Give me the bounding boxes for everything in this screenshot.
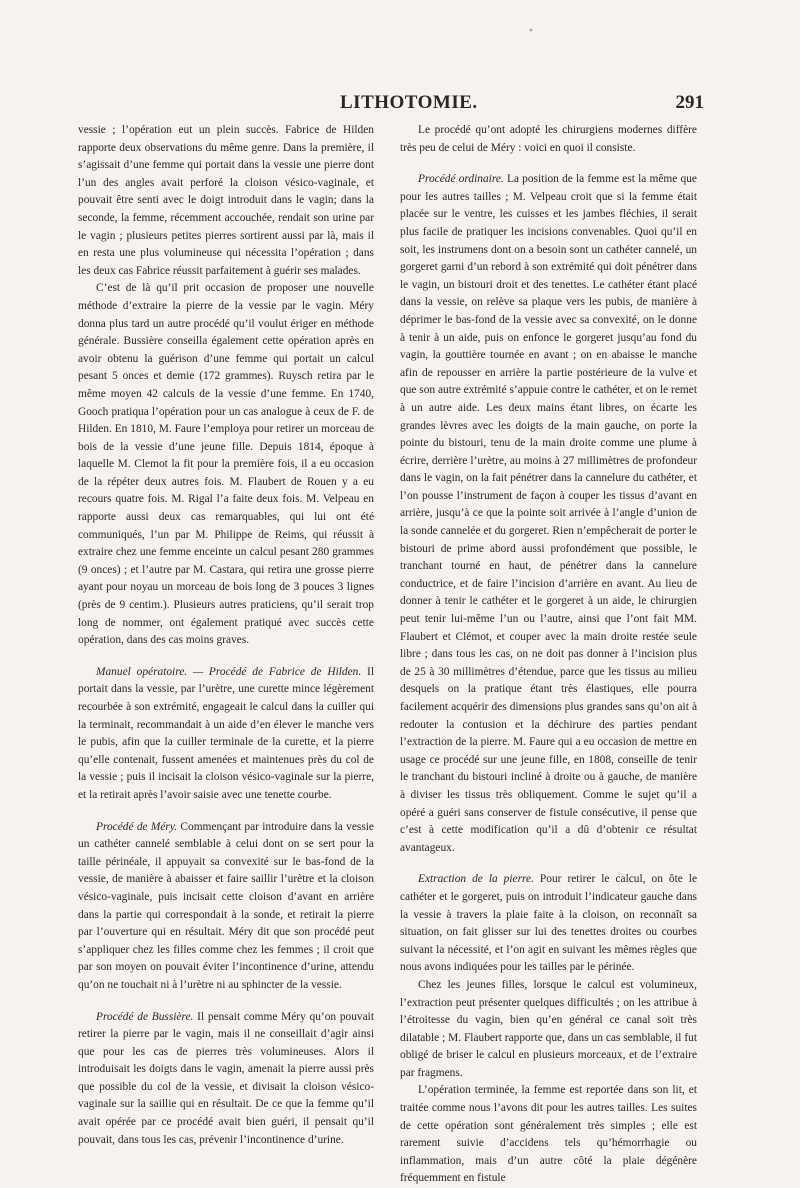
section-heading: Extraction de la pierre. [418, 873, 534, 886]
section-heading: Manuel opératoire. — Procédé de Fabrice de Hilden. [96, 665, 362, 678]
paragraph-text: vessie ; l’opération eut un plein succès. Fabrice de Hilden rapporte deux observations du même genre. Dans la première, il s’agissait d’une femme qui portait dans la vessie une pierre dont l’un des angles avait perforé la cloison vésico-vaginale, et pouvait être senti avec le doigt introduit dans le vagin; dans la seconde, la femme, récemment accouchée, rendait son urine par le vagin ; plusieurs petites pierres sortirent aussi par là, mais il en resta une plus volumineuse qui nécessita l’opération ; dans les deux cas Fabrice réussit parfaitement à guérir ses malades. [78, 124, 374, 277]
paragraph [400, 977, 697, 1083]
paragraph-text: Il pensait comme Méry qu’on pouvait retirer la pierre par le vagin, mais il ne conseillait d’agir ainsi que pour les cas de pierres très volumineuses. Alors il introduisait les doigts dans le vagin, amenait la pierre aussi près que possible du col de la vessie, et divisait la cloison vésico-vaginale sur la saillie qui en résultait. De ce que la femme qu’il avait opérée par ce procédé avait bien guéri, il pensait qu’il pouvait, dans tous les cas, prévenir l’incontinence d’urine. [78, 1010, 374, 1146]
paragraph-text: La position de la femme est la même que pour les autres tailles ; M. Velpeau croit que si la femme était placée sur le ventre, les cuisses et les jambes fléchies, il serait plus facile de pratiquer les incisions convenables. Quoi qu’il en soit, les instrumens dont on a besoin sont un cathéter cannelé, un gorgeret garni d’un rebord à son extrémité qui doit pénétrer dans le vagin, un bistouri droit et des tenettes. Le cathéter étant placé dans la vessie, on relève sa plaque vers les pubis, de manière à déprimer le bas-fond de la vessie avec sa convexité, on le donne à tenir à un aide, puis on enfonce le gorgeret jusqu’au fond du vagin, la gouttière tournée en avant ; on en abaisse le manche afin de repousser en arrière la partie postérieure de la vulve et que son autre extrémité s’appuie contre le cathéter, et on le remet à un autre aide. Les deux mains étant libres, on écarte les grandes lèvres avec les doigts de la main gauche, on porte la pointe du bistouri, tenu de la main droite comme une plume à écrire, derrière l’urètre, au moins à 27 millimètres de profondeur dans le vagin, on la fait pénétrer dans la cannelure du cathéter, et l’on pousse l’instrument de façon à couper les tissus d’avant en arrière, jusqu’à ce que la pointe soit arrivée à l’angle d’union de la sonde cannelée et du gorgeret. Rien n’empêcherait de porter le bistouri de prime abord aussi profondément que possible, le tranchant tourné en haut, de pénétrer dans la cannelure conductrice, et de faire l’incision d’arrière en avant. Au lieu de donner à tenir le cathéter et le gorgeret à un aide, le chirurgien peut tenir lui-même l’un ou l’autre, ainsi que l’ont fait MM. Flaubert et Clémot, et couper avec la main droite restée seule libre ; dans tous les cas, on ne doit pas donner à l’incision plus de 25 à 30 millimètres d’étendue, parce que les tissus au milieu desquels on la pratique étant très élastiques, elle pourra facilement acquérir des dimensions plus grandes sans qu’on ait à redouter la contusion et la déchirure des parties pendant l’extraction de la pierre. M. Faure qui a eu occasion de mettre en usage ce procédé sur une jeune fille, en 1808, conseille de tenir le tranchant du bistouri incliné à droite ou à gauche, de manière à diviser les tissus très obliquement. Comme le sujet qu’il a opéré a guéri sans conserver de fistule consécutive, il pense que c’est à cette modification qu’il a dû d’obtenir ce résultat avantageux. [400, 173, 697, 854]
paragraph-text: C’est de là qu’il prit occasion de proposer une nouvelle méthode d’extraire la pierre de la vessie par le vagin. Méry donna plus tard un autre procédé qu’il voulut ériger en méthode générale. Bussière conseilla également cette opération après en avoir obtenu la guérison d’une femme qui portait un calcul pesant 5 onces et demie (172 grammes). Ruysch retira par le même moyen 42 calculs de la vessie d’une femme. En 1740, Gooch pratiqua l’opération pour un cas analogue à ceux de F. de Hilden. En 1810, M. Faure l’employa pour retirer un morceau de bois de la vessie d’une jeune fille. Depuis 1814, époque à laquelle M. Clemot la fit pour la première fois, il a eu occasion de la répéter deux autres fois. M. Flaubert de Rouen y a eu recours quatre fois. M. Rigal l’a faite deux fois. M. Velpeau en rapporte aussi deux cas remarquables, qui lui ont été communiqués, l’un par M. Philippe de Reims, qui réussit à extraire chez une femme enceinte un calcul pesant 280 grammes (9 onces) ; et l’autre par M. Castara, qui retira une grosse pierre ayant pour noyau un morceau de bois long de 3 pouces 3 lignes (près de 9 centim.). Plusieurs autres praticiens, qu’il serait trop long de nommer, ont également pratiqué avec succès cette opération, dans des cas moins graves. [78, 282, 374, 647]
paragraph [400, 1082, 697, 1188]
paragraph [400, 171, 697, 857]
paragraph-text: Le procédé qu’ont adopté les chirurgiens modernes diffère très peu de celui de Méry : voici en quoi il consiste. [400, 124, 697, 154]
section-heading: Procédé de Bussière. [96, 1010, 194, 1023]
page-title: LITHOTOMIE. [340, 92, 478, 113]
paragraph-text: L’opération terminée, la femme est reportée dans son lit, et traitée comme nous l’avons dit pour les autres tailles. Les suites de cette opération sont généralement très simples ; elle est rarement suivie d’accidens tels qu’hémorrhagie ou inflammation, mais d’un autre côté la plaie dégénère fréquemment en fistule [400, 1084, 697, 1185]
running-head [0, 92, 800, 120]
paragraph-text: Il portait dans la vessie, par l’urètre, une curette mince légèrement recourbée à son extrémité, engageait le calcul dans la cuiller qui la terminait, recommandait à un aide d’en élever le manche vers le pubis, afin que la cuiller terminale de la curette, et la pierre qu’elle contenait, fussent amenées et maintenues près du col de la vessie ; puis il incisait la cloison vésico-vaginale sur la pierre, et la retirait après l’avoir saisie avec une tenette courbe. [78, 665, 374, 801]
section-heading: Procédé de Méry. [96, 820, 178, 833]
margin-mark: • [528, 26, 534, 37]
paragraph [400, 871, 697, 977]
paragraph [78, 664, 374, 805]
paragraph [400, 122, 697, 157]
paragraph-text: Pour retirer le calcul, on ôte le cathéter et le gorgeret, puis on introduit l’indicateur gauche dans la vessie à travers la plaie faite à la cloison, on reconnaît sa situation, on fait glisser sur lui des tenettes droites ou courbes suivant la nécessité, et l’on agit en suivant les mêmes règles que nous avons indiquées pour les tailles par le périnée. [400, 873, 698, 974]
paragraph [78, 1009, 374, 1150]
section-heading: Procédé ordinaire. [418, 173, 504, 186]
paragraph [78, 280, 374, 649]
right-column [400, 122, 697, 1188]
paragraph [78, 819, 374, 995]
paragraph [78, 122, 374, 280]
page-number: 291 [675, 92, 704, 113]
paragraph-text: Commençant par introduire dans la vessie un cathéter cannelé semblable à celui dont on se sert pour la taille périnéale, il appuyait sa convexité sur le bas-fond de la vessie, de manière à abaisser et faire saillir l’urètre et la cloison vésico-vaginale, puis incisait cette cloison d’avant en arrière dans la partie qui correspondait à la sonde, et retirait la pierre par l’ouverture qui en résultait. Méry dit que son procédé peut s’appliquer chez les filles comme chez les femmes ; il croit que par son moyen on pouvait éviter l’incontinence d’urine, attendu qu’on ne touchait ni à l’urètre ni au sphincter de la vessie. [78, 820, 374, 991]
left-column [78, 122, 374, 1149]
paragraph-text: Chez les jeunes filles, lorsque le calcul est volumineux, l’extraction peut présenter quelques difficultés ; on les attribue à l’étroitesse du vagin, bien qu’en général ce canal soit très dilatable ; M. Flaubert rapporte que, dans un cas semblable, il fut obligé de briser le calcul en plusieurs morceaux, et de l’extraire par fragmens. [400, 978, 697, 1079]
